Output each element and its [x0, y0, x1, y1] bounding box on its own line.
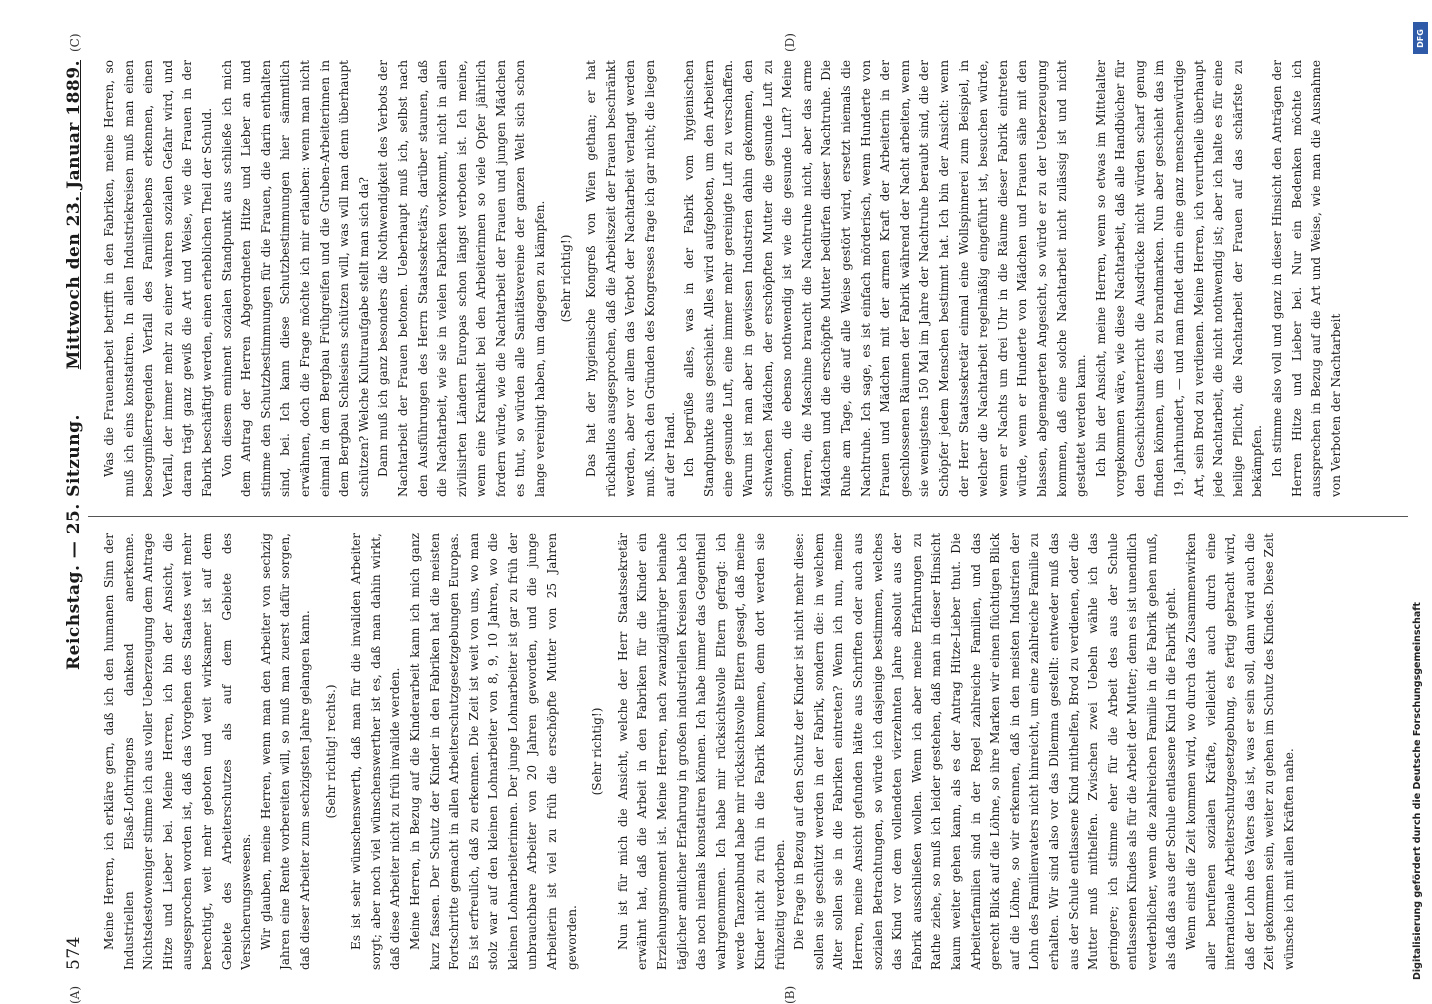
paragraph: Meine Herren, in Bezug auf die Kinderarbeit kann ich mich ganz kurz fassen. Der Schutz der Kinder in den Fabriken hat die meisten Fortschritte gemacht in allen Arbeiterschutzgesetzgebungen Europas. Es ist erfreulich, daß zu erkennen. Die Zeit ist weit von uns, wo man stolz war auf den kleinen Lohnarbeiter von 8, 9, 10 Jahren, wo die kleinen Lohnarbeiterinnen. Der junge Lohnarbeiter ist gar zu früh der unbrauchbare Arbeiter von 20 Jahren geworden, und die junge Arbeiterin ist viel zu früh die erschöpfte Mutter von 25 Jahren geworden.	[407, 533, 579, 970]
column-divider	[88, 516, 1408, 517]
margin-marker-d: (D)	[783, 33, 797, 52]
paragraph: Wir glauben, meine Herren, wenn man den Arbeiter von sechzig Jahren eine Rente vorbereiten will, so muß man zuerst dafür sorgen, daß dieser Arbeiter zum sechzigsten Jahre gelangen kann.	[258, 533, 312, 970]
rotated-document-page	[58, 33, 1418, 1004]
margin-marker-c: (C)	[68, 33, 82, 52]
digitization-credit-text: Digitalisierung gefördert durch die Deutsche Forschungsgemeinschaft	[1412, 602, 1423, 980]
paragraph: Was die Frauenarbeit betrifft in den Fabriken, meine Herren, so muß ich eins konstatiren. In allen Industriekreisen muß man einen besorgnißerregenden Verfall des Familienlebens erkennen, einen Verfall, der immer mehr zu einer wahren sozialen Gefahr wird, und daran trägt ganz gewiß die Art und Weise, wie die Frauen in der Fabrik beschäftigt werden, einen erheblichen Theil der Schuld.	[102, 60, 214, 497]
digitization-credit	[1410, 20, 1428, 1000]
right-text-column	[100, 60, 1400, 497]
paragraph: Ich bin der Ansicht, meine Herren, wenn so etwas im Mittelalter vorgekommen wäre, wie diese Nachtarbeit, daß alle Handbücher für den Geschichtsunterricht die Ausdrücke nicht würden scharf genug finden können, um dies zu brandmarken. Nun aber geschieht das im 19. Jahrhundert, — und man findet darin eine ganz menschenwürdige Art, sein Brod zu verdienen. Meine Herren, ich verurtheile überhaupt jede Nachtarbeit, die nicht nothwendig ist; aber ich halte es für eine heilige Pflicht, die Nachtarbeit der Frauen auf das schärfste zu bekämpfen.	[1093, 60, 1265, 497]
paragraph: Ich begrüße alles, was in der Fabrik vom hygienischen Standpunkte aus geschieht. Alles wird aufgeboten, um den Arbeitern eine gesunde Luft, eine immer mehr gereinigte Luft zu verschaffen. Warum ist man aber in gewissen Industrien dahin gekommen, den schwachen Mädchen, der erschöpften Mutter die gesunde Luft zu gönnen, die ebenso nothwendig ist wie die gesunde Luft? Meine Herren, die Maschine braucht die Nachtruhe nicht, aber das arme Mädchen und die erschöpfte Mutter bedürfen dieser Nachtruhe. Die Ruhe am Tage, die auf alle Weise gestört wird, ersetzt niemals die Nachtruhe. Ich sage, es ist einfach mörderisch, wenn Hunderte von Frauen und Mädchen mit der armen Kraft der Arbeiterin in der geschlossenen Räumen der Fabrik während der Nacht arbeiten, wenn sie wenigstens 150 Mal im Jahre der Nachtruhe beraubt sind, die der Schöpfer jedem Menschen bestimmt hat. Ich bin der Ansicht: wenn der Herr Staatssekretär einmal eine Wollspinnerei zum Beispiel, in welcher die Nachtarbeit regelmäßig eingeführt ist, besuchen würde, wenn er Nachts um drei Uhr in die Räume dieser Fabrik eintreten würde, wenn er Hunderte von Mädchen und Frauen sähe mit den blassen, abgemagerten Angesicht, so würde er zu der Ueberzeugung kommen, daß eine solche Nachtarbeit nicht zulässig ist und nicht gestattet werden kann.	[682, 60, 1089, 497]
paragraph: Wenn einst die Zeit kommen wird, wo durch das Zusammenwirken aller berufenen sozialen Kräfte, vielleicht auch durch eine internationale Arbeiterschutzgesetzgebung, es fertig gebracht wird, daß der Lohn des Vaters das ist, was er sein soll, dann wird auch die Zeit gekommen sein, weiter zu gehen im Schutz des Kindes. Diese Zeit wünsche ich mit allen Kräften nahe.	[1184, 533, 1297, 970]
paragraph: Nun ist für mich die Ansicht, welche der Herr Staatssekretär erwähnt hat, daß die Arbeit in den Fabriken für die Kinder ein Erziehungsmoment ist. Meine Herren, nach zwanzigjähriger beinahe täglicher amtlicher Erfahrung in großen industriellen Kreisen habe ich das noch niemals konstatiren können. Ich habe immer das Gegentheil wahrgenommen. Ich habe mir rücksichtsvolle Eltern gefragt: ich werde Tanzenbund habe mir rücksichtsvolle Eltern gesagt, daß meine Kinder nicht zu früh in die Fabrik kommen, denn dort werden sie frühzeitig verdorben.	[615, 533, 787, 970]
running-title: Reichstag. — 25. Sitzung.	[64, 414, 84, 670]
paragraph: Meine Herren, ich erkläre gern, daß ich den humanen Sinn der Industriellen Elsaß-Lothringens dankend anerkenne. Nichtsdestoweniger stimme ich aus voller Ueberzeugung dem Antrage Hitze und Lieber bei. Meine Herren, ich bin der Ansicht, die ausgesprochen worden ist, daß das Vorgehen des Staates weit mehr berechtigt, weit mehr geboten und weit wirksamer ist auf dem Gebiete des Arbeiterschutzes als auf dem Gebiete des Versicherungswesens.	[102, 533, 254, 970]
paragraph: Es ist sehr wünschenswerth, daß man für die invaliden Arbeiter sorgt; aber noch viel wünschenswerther ist es, daß man dahin wirkt, daß diese Arbeiter nicht zu früh invalide werden.	[349, 533, 403, 970]
page-header	[58, 60, 98, 970]
interjection: (Sehr richtig!)	[558, 234, 573, 323]
paragraph: Ich stimme also voll und ganz in dieser Hinsicht den Anträgen der Herren Hitze und Lieber bei. Nur ein Bedenken möchte ich aussprechen in Bezug auf die Art und Weise, wie man die Ausnahme von Verboten der Nachtarbeit	[1270, 60, 1343, 497]
paragraph: Die Frage in Bezug auf den Schutz der Kinder ist nicht mehr diese: sollen sie geschützt werden in der Fabrik, sondern die: in welchem Alter sollen sie in die Fabriken eintreten? Wenn ich nun, meine Herren, meine Ansicht gefunden hätte aus Schriften oder auch aus sozialen Betrachtungen, so würde ich dasjenige bestimmen, welches das Kind vor dem vollendeten vierzehnten Jahre absolut aus der Fabrik ausschließen wollen. Wenn ich aber meine Erfahrungen zu Rathe ziehe, so muß ich leider gestehen, daß man in dieser Hinsicht kaum weiter gehen kann, als es der Antrag Hitze-Lieber thut. Die Arbeiterfamilien sind in der Regel zahlreiche Familien, und das gerecht Blick auf die Löhne, so ihre Marken wir einen flüchtigen Blick auf die Löhne, so wir erkennen, daß in den meisten Industrien der Lohn des Familienvaters nicht hinreicht, um eine zahlreiche Familie zu erhalten. Wir sind also vor das Dilemma gestellt: entweder muß das aus der Schule entlassene Kind mithelfen, Brod zu verdienen, oder die Mutter muß mithelfen. Zwischen zwei Uebeln wähle ich das geringere; ich stimme eher für die Arbeit des aus der Schule entlassenen Kindes als für die Arbeit der Mutter; denn es ist unendlich verderblicher, wenn die zahlreichen Familie in die Fabrik gehen muß, als daß das aus der Schule entlassene Kind in die Fabrik geht.	[792, 533, 1179, 970]
margin-marker-a: (A)	[68, 985, 82, 1004]
paragraph: Dann muß ich ganz besonders die Nothwendigkeit des Verbots der Nachtarbeit der Frauen betonen. Ueberhaupt muß ich, selbst nach den Ausführungen des Herrn Staatssekretärs, darüber staunen, daß die Nachtarbeit, wie sie in vielen Fabriken vorkommt, nicht in allen zivilisirten Ländern Europas schon längst verboten ist. Ich meine, wenn eine Krankheit bei den Arbeiterinnen so viele Opfer jährlich fordern würde, wie die Nachtarbeit der Frauen und jungen Mädchen es thut, so würden alle Sanitätsvereine der ganzen Welt sich schon lange vereinigt haben, um dagegen zu kämpfen.	[376, 60, 548, 497]
paragraph: Das hat der hygienische Kongreß von Wien gethan; er hat rückhaltlos ausgesprochen, daß die Arbeitszeit der Frauen beschränkt werden, aber vor allem das Verbot der Nachtarbeit verlangt werden muß. Nach den Gründen des Kongresses frage ich gar nicht; die liegen auf der Hand.	[584, 60, 677, 497]
interjection: (Sehr richtig! rechts.)	[323, 684, 338, 819]
session-date: Mittwoch den 23. Januar 1889.	[64, 60, 84, 370]
interjection: (Sehr richtig!)	[590, 707, 605, 796]
dfg-logo: DFG	[1413, 22, 1428, 54]
margin-marker-b: (B)	[783, 985, 797, 1004]
paragraph: Von diesem eminent sozialen Standpunkt aus schließe ich mich dem Antrag der Herren Abgeordneten Hitze und Lieber an und stimme den Schutzbestimmungen für die Frauen, die darin enthalten sind, bei. Ich kann diese Schutzbestimmungen hier sämmtlich erwähnen, doch die Frage möchte ich mir erlauben: wenn man nicht einmal in dem Bergbau Frühgreifen und die Gruben-Arbeiterinnen in dem Bergbau Schlesiens schützen will, was will man denn überhaupt schützen? Welche Kulturaufgabe stellt man sich da?	[219, 60, 371, 497]
page-number: 574	[64, 936, 84, 970]
left-text-column	[100, 533, 1400, 970]
